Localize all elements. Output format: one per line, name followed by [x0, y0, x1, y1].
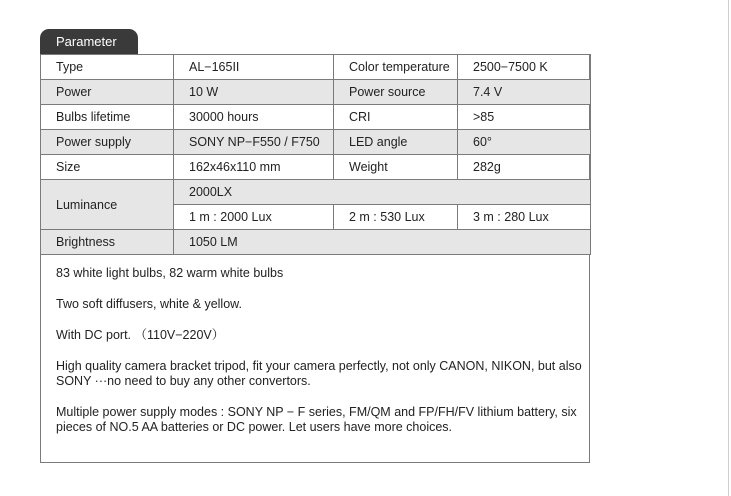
- luminance-value: 2000LX: [174, 180, 591, 205]
- spec-label: CRI: [334, 105, 458, 130]
- note-text: Two soft diffusers, white & yellow.: [56, 297, 242, 311]
- spec-value: AL−165II: [174, 55, 334, 80]
- spec-value: 2500−7500 K: [458, 55, 591, 80]
- note-text: High quality camera bracket tripod, fit your camera perfectly, not only CANON, NIKON, but also SONY ···no need to buy any other convertors.: [56, 359, 582, 388]
- spec-table: [40, 54, 591, 255]
- luminance-2m: 2 m : 530 Lux: [334, 205, 458, 230]
- spec-value: 282g: [458, 155, 591, 180]
- spec-label: Weight: [334, 155, 458, 180]
- spec-value: >85: [458, 105, 591, 130]
- page-edge-line: [728, 0, 729, 496]
- spec-value: 162x46x110 mm: [174, 155, 334, 180]
- spec-label: Color temperature: [334, 55, 458, 80]
- spec-label: Power supply: [41, 130, 174, 155]
- spec-label: Power source: [334, 80, 458, 105]
- table-row: [41, 105, 591, 130]
- brightness-value: 1050 LM: [174, 230, 591, 255]
- table-row: [41, 230, 591, 255]
- table-row: [41, 130, 591, 155]
- spec-value: 60°: [458, 130, 591, 155]
- note-text: Multiple power supply modes : SONY NP − F series, FM/QM and FP/FH/FV lithium battery, six pieces of NO.5 AA batteries or DC power. Let users have more choices.: [56, 405, 577, 434]
- spec-value: 7.4 V: [458, 80, 591, 105]
- luminance-label: Luminance: [41, 180, 174, 230]
- luminance-1m: 1 m : 2000 Lux: [174, 205, 334, 230]
- spec-label: Bulbs lifetime: [41, 105, 174, 130]
- feature-notes: [56, 266, 584, 451]
- luminance-3m: 3 m : 280 Lux: [458, 205, 591, 230]
- spec-value: 10 W: [174, 80, 334, 105]
- spec-label: Power: [41, 80, 174, 105]
- brightness-label: Brightness: [41, 230, 174, 255]
- parameter-tab: Parameter: [40, 29, 138, 54]
- spec-label: LED angle: [334, 130, 458, 155]
- spec-label: Type: [41, 55, 174, 80]
- table-row: [41, 80, 591, 105]
- note-text: 83 white light bulbs, 82 warm white bulbs: [56, 266, 284, 280]
- table-row: [41, 55, 591, 80]
- spec-value: 30000 hours: [174, 105, 334, 130]
- spec-label: Size: [41, 155, 174, 180]
- note-text: With DC port. （110V−220V）: [56, 328, 225, 342]
- table-row: [41, 180, 591, 205]
- table-row: [41, 155, 591, 180]
- spec-value: SONY NP−F550 / F750: [174, 130, 334, 155]
